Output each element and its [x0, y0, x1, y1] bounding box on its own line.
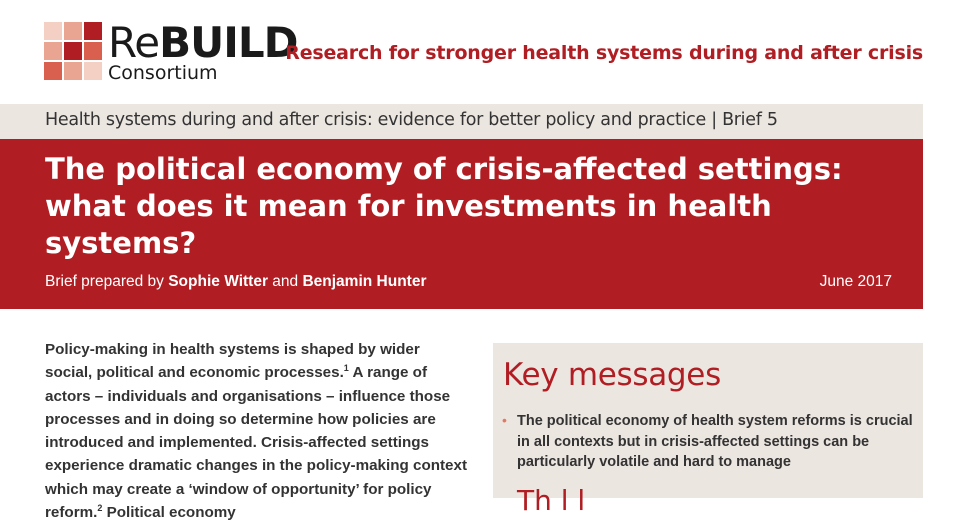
logo-mark — [44, 22, 102, 80]
title-block — [0, 139, 923, 309]
publication-date: June 2017 — [819, 273, 892, 290]
key-messages-box — [493, 343, 923, 517]
key-message-item: The political economy of health system reforms is crucial in all contexts but in crisis-affected settings can be particularly volatile and hard to manage — [517, 413, 913, 470]
logo-subtitle: Consortium — [108, 62, 218, 84]
key-messages-title: Key messages — [503, 357, 721, 393]
intro-paragraph: Policy-making in health systems is shaped by wider social, political and economic processes.$^1$ A range of actors – individuals and organisations – influence those processes and in doing so determine how policies are introduced and implemented. Crisis-affected settings experience dramatic changes in the policy-making context which may create a ‘window of opportunity’ for policy reform.$^2$ Political economy — [45, 341, 468, 522]
author-name: Benjamin Hunter — [302, 273, 427, 290]
rebuild-logo — [44, 18, 298, 84]
author-name: Sophie Witter — [168, 273, 268, 290]
series-label: Health systems during and after crisis: evidence for better policy and practice | Brief 5 — [45, 110, 778, 130]
bullet-icon: • — [502, 412, 507, 428]
footnote-ref: 1 — [343, 363, 349, 374]
tagline: Research for stronger health systems during and after crisis — [285, 42, 923, 64]
series-banner — [0, 104, 923, 139]
authors-line: Brief prepared by Sophie Witter and Benjamin Hunter — [45, 273, 427, 290]
logo-wordmark: ReBUILD — [108, 18, 298, 67]
page-title: The political economy of crisis-affected settings: what does it mean for investments in health systems? — [45, 152, 843, 260]
key-message-cutoff: Th l l — [517, 484, 586, 517]
footnote-ref: 2 — [97, 503, 103, 514]
